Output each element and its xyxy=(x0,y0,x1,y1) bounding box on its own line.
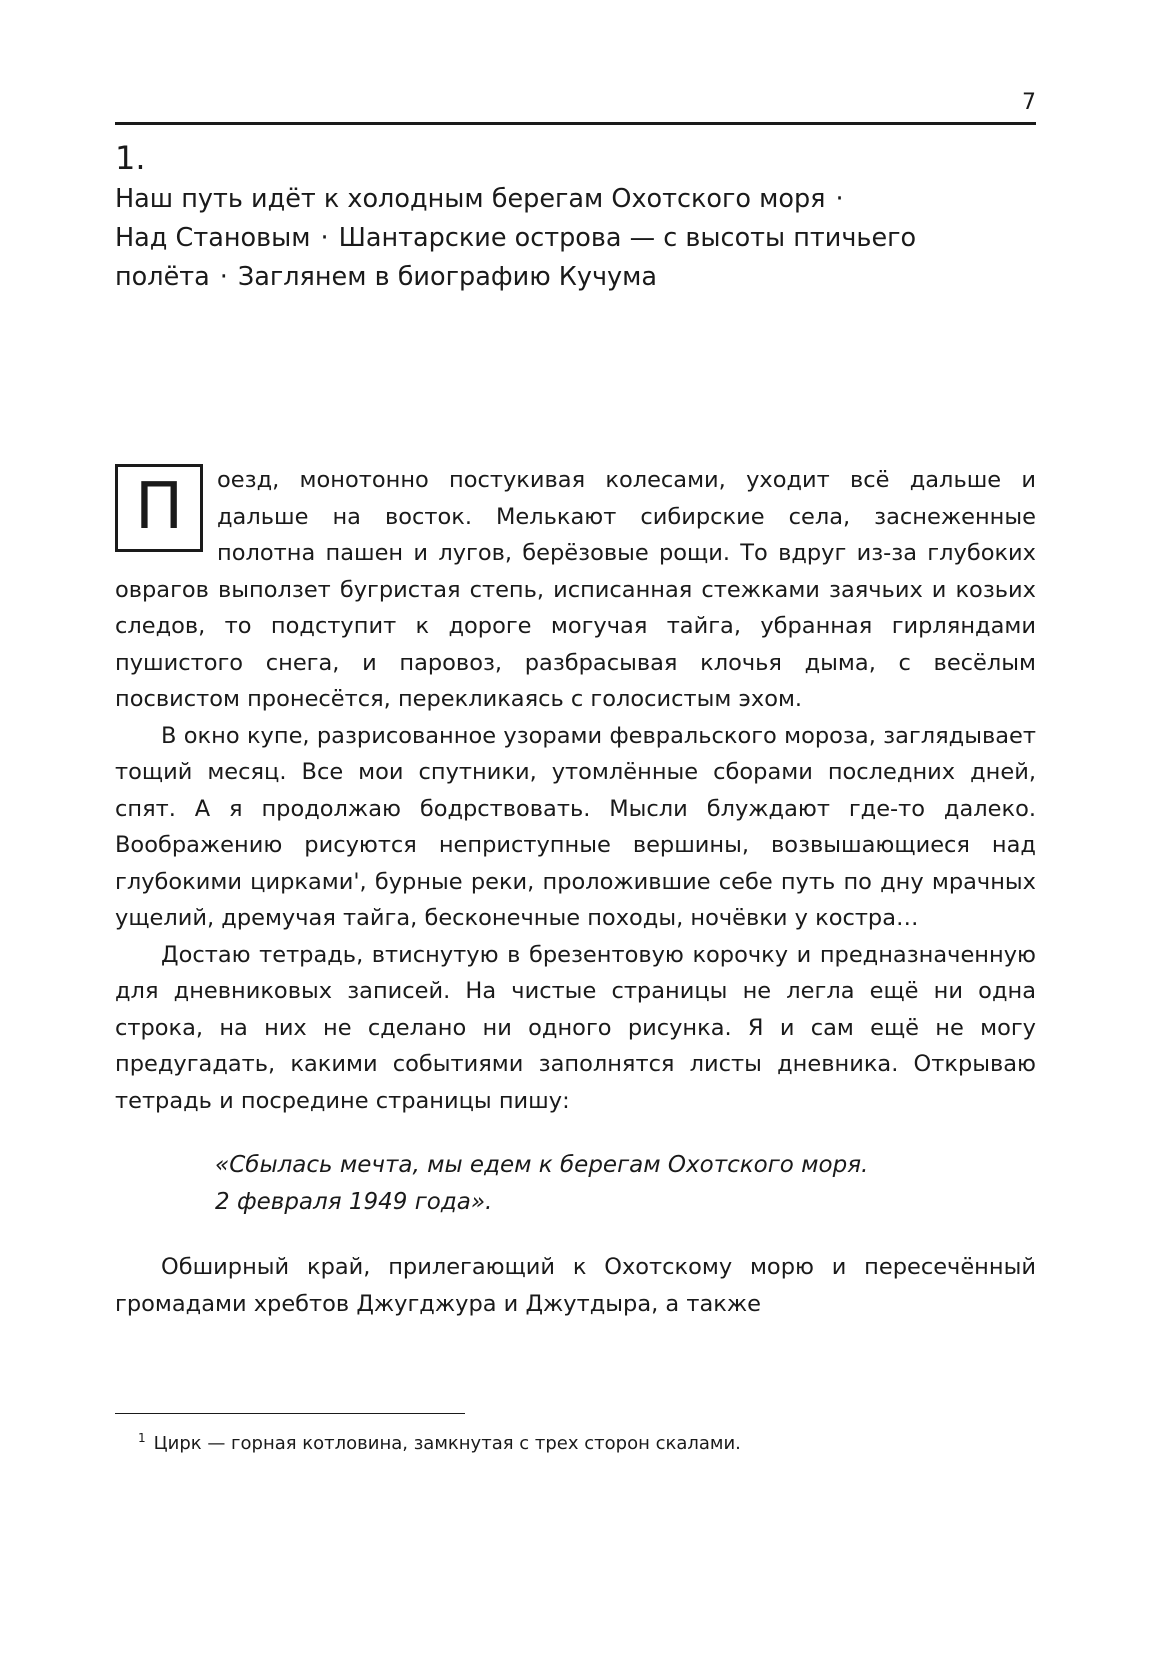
footnote-rule xyxy=(115,1413,465,1414)
paragraph-1 xyxy=(115,462,1036,718)
paragraph-4: Обширный край, прилегающий к Охотскому морю и пересечённый громадами хребтов Джугджура и Джутдыра, а также xyxy=(115,1254,1036,1317)
footnote-marker: 1 xyxy=(138,1431,146,1445)
summary-line-3 xyxy=(115,258,1045,297)
chapter-summary xyxy=(115,180,1045,297)
paragraph-3: Достаю тетрадь, втиснутую в брезентовую корочку и предназначенную для дневниковых записей. На чистые страницы не легла ещё ни одна строка, на них не сделано ни одного рисунка. Я и сам ещё не могу предугадать, какими событиями заполнятся листы дневника. Открываю тетрадь и посредине страницы пишу: xyxy=(115,941,1036,1114)
body-text xyxy=(115,462,1036,1322)
summary-line-2 xyxy=(115,219,1045,258)
diary-quote-line-1: «Сбылась мечта, мы едем к берегам Охотского моря. xyxy=(215,1152,869,1178)
paragraph-2-text: В окно купе, разрисованное узорами февральского мороза, заглядывает тощий месяц. Все мои спутники, утомлённые сборами последних дней, спят. А я продолжаю бодрствовать. Мысли блуждают где-то далеко. Воображению рисуются неприступные вершины, возвышающиеся над глубокими цирками xyxy=(115,722,1036,895)
summary-item: полёта xyxy=(115,262,210,292)
summary-item: Наш путь идёт к холодным берегам Охотского моря xyxy=(115,184,826,214)
footnote-reference[interactable]: ' xyxy=(353,868,360,895)
summary-line-1 xyxy=(115,180,1045,219)
paragraph-2-text-cont: , бурные реки, проложившие себе путь по дну мрачных ущелий, дремучая тайга, бесконечные походы, ночёвки у костра… xyxy=(115,868,1036,931)
paragraph-2 xyxy=(115,718,1036,937)
diary-quote-line-2: 2 февраля 1949 года». xyxy=(215,1189,493,1215)
summary-separator: · xyxy=(219,262,228,292)
summary-item: Над Становым xyxy=(115,223,311,253)
footnote-text: Цирк — горная котловина, замкнутая с трех сторон скалами. xyxy=(153,1433,741,1454)
header-rule xyxy=(115,122,1036,125)
summary-item: Шантарские острова — с высоты птичьего xyxy=(338,223,917,253)
summary-separator: · xyxy=(320,223,329,253)
chapter-number: 1. xyxy=(115,139,146,177)
page-number: 7 xyxy=(1022,90,1036,115)
summary-item: Заглянем в биографию Кучума xyxy=(237,262,657,292)
drop-cap: П xyxy=(115,464,203,552)
paragraph-1-text: оезд, монотонно постукивая колесами, уходит всё дальше и дальше на восток. Мелькают сибирские села, заснеженные полотна пашен и лугов, берёзовые рощи. То вдруг из-за глубоких оврагов выползет бугристая степь, исписанная стежками заячьих и козьих следов, то подступит к дороге могучая тайга, убранная гирляндами пушистого снега, и паровоз, разбрасывая клочья дыма, с весёлым посвистом пронесётся, перекликаясь с голосистым эхом. xyxy=(115,467,1036,712)
footnote xyxy=(138,1425,741,1457)
diary-quote xyxy=(215,1147,1036,1221)
summary-separator: · xyxy=(835,184,844,214)
